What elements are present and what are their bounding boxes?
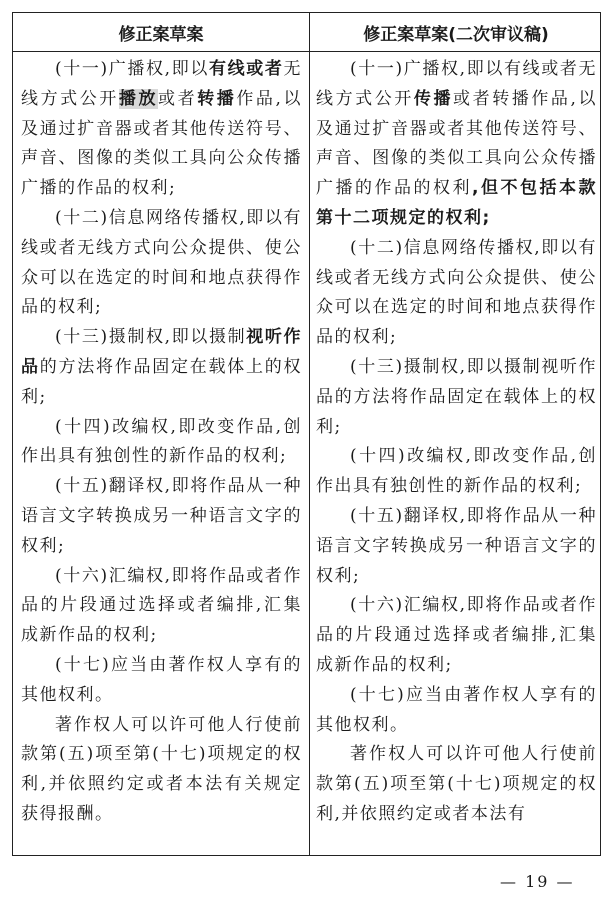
header-right: 修正案草案(二次审议稿) <box>363 24 549 45</box>
bold-text: 传播 <box>413 88 454 109</box>
header-divider <box>13 51 600 52</box>
right-paragraph-13: (十三)摄制权,即以摄制视听作品的方法将作品固定在载体上的权利; <box>316 356 597 437</box>
text: 作品,以及通过扩音器或者其他传送符号、声音、图像的类似工具向公众传播广播的作品的权利; <box>21 88 302 199</box>
left-paragraph-11 <box>21 55 302 204</box>
highlighted-bold-text: 播放 <box>118 88 159 109</box>
text: 无线方式公开 <box>21 59 302 109</box>
text: 或者 <box>158 88 198 109</box>
bold-text: ; <box>482 207 491 228</box>
comparison-table <box>12 12 601 856</box>
right-paragraph-11 <box>316 55 597 234</box>
right-paragraph-15: (十五)翻译权,即将作品从一种语言文字转换成另一种语言文字的权利; <box>316 505 597 586</box>
right-paragraph-17: (十七)应当由著作权人享有的其他权利。 <box>316 684 597 735</box>
bold-text: 有线或者 <box>208 59 284 79</box>
left-paragraph-14: (十四)改编权,即改变作品,创作出具有独创性的新作品的权利; <box>21 416 302 467</box>
left-paragraph-13 <box>21 323 302 412</box>
right-paragraph-12: (十二)信息网络传播权,即以有线或者无线方式向公众提供、使公众可以在选定的时间和地点获得作品的权利; <box>316 237 597 348</box>
header-left: 修正案草案 <box>118 24 204 45</box>
text: (十三)摄制权,即以摄制 <box>55 327 247 348</box>
page-number: — 19 — <box>500 872 575 891</box>
bold-text: 转播 <box>197 88 237 109</box>
left-column <box>21 55 302 855</box>
bold-text: 视听作品 <box>21 327 302 377</box>
text: 或者转播作品,以及通过扩音器或者其他传送符号、声音、图像的类似工具向公众传播广播的作品的权利 <box>316 88 597 199</box>
right-paragraph-final: 著作权人可以许可他人行使前款第(五)项至第(十七)项规定的权利,并依照约定或者本法有 <box>316 744 597 824</box>
right-paragraph-16: (十六)汇编权,即将作品或者作品的片段通过选择或者编排,汇集成新作品的权利; <box>316 595 597 675</box>
column-divider <box>309 13 310 855</box>
right-paragraph-14: (十四)改编权,即改变作品,创作出具有独创性的新作品的权利; <box>316 446 597 497</box>
left-paragraph-final: 著作权人可以许可他人行使前款第(五)项至第(十七)项规定的权利,并依照约定或者本法有关规定获得报酬。 <box>21 714 302 824</box>
right-column <box>316 55 597 855</box>
text: 的方法将作品固定在载体上的权利; <box>21 356 302 407</box>
left-paragraph-15: (十五)翻译权,即将作品从一种语言文字转换成另一种语言文字的权利; <box>21 476 302 556</box>
left-paragraph-16: (十六)汇编权,即将作品或者作品的片段通过选择或者编排,汇集成新作品的权利; <box>21 565 302 646</box>
left-paragraph-12: (十二)信息网络传播权,即以有线或者无线方式向公众提供、使公众可以在选定的时间和地点获得作品的权利; <box>21 207 302 318</box>
text: (十一)广播权,即以有线或者无线方式公开 <box>316 59 597 109</box>
bold-text: ,但不包括本款第十二项规定的权利 <box>316 178 597 228</box>
left-paragraph-17: (十七)应当由著作权人享有的其他权利。 <box>21 654 302 705</box>
text: (十一)广播权,即以 <box>55 59 209 79</box>
